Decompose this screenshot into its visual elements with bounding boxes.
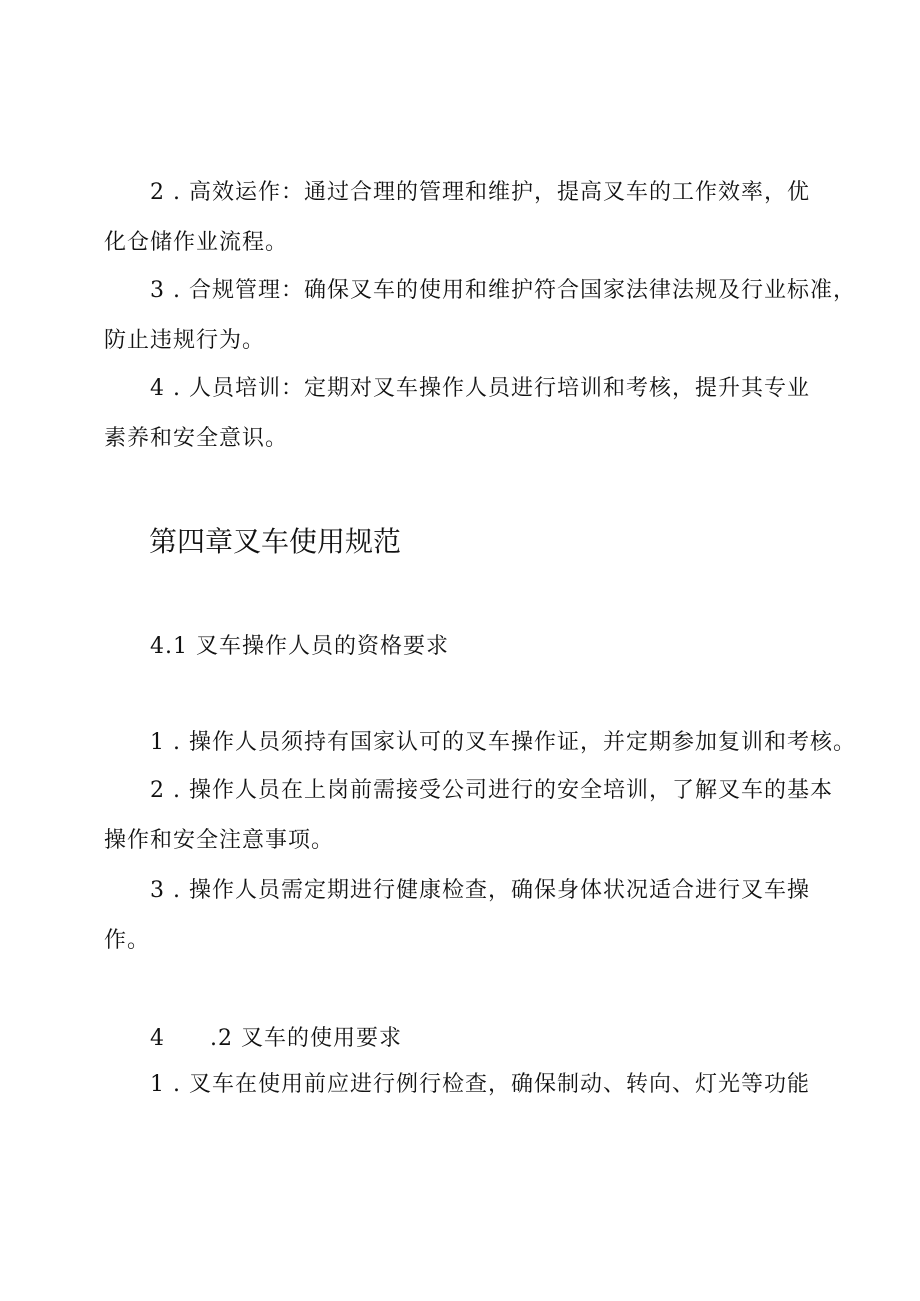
list-item-4-line2: 素养和安全意识。 (104, 426, 289, 451)
chapter-title: 第四章叉车使用规范 (149, 525, 402, 558)
list-item-4-line1: 4 . 人员培训：定期对叉车操作人员进行培训和考核，提升其专业 (150, 376, 810, 401)
req-item-1-line1: 1 . 操作人员须持有国家认可的叉车操作证，并定期参加复训和考核。 (150, 730, 856, 755)
list-item-2-line2: 化仓储作业流程。 (104, 230, 289, 255)
section-4-1-heading: 4.1 叉车操作人员的资格要求 (150, 634, 449, 659)
list-item-2-line1: 2 . 高效运作：通过合理的管理和维护，提高叉车的工作效率，优 (150, 180, 810, 205)
section-4-2-heading-num: 4 (150, 1026, 165, 1051)
use-item-1-line1: 1 . 叉车在使用前应进行例行检查，确保制动、转向、灯光等功能 (150, 1072, 810, 1097)
req-item-2-line1: 2 . 操作人员在上岗前需接受公司进行的安全培训，了解叉车的基本 (150, 778, 833, 803)
req-item-2-line2: 操作和安全注意事项。 (104, 828, 335, 853)
req-item-3-line2: 作。 (104, 928, 151, 953)
req-item-3-line1: 3 . 操作人员需定期进行健康检查，确保身体状况适合进行叉车操 (150, 878, 810, 903)
list-item-3-line1: 3 . 合规管理：确保叉车的使用和维护符合国家法律法规及行业标准， (150, 278, 856, 303)
section-4-2-heading-text: .2 叉车的使用要求 (210, 1026, 402, 1051)
list-item-3-line2: 防止违规行为。 (104, 328, 266, 353)
